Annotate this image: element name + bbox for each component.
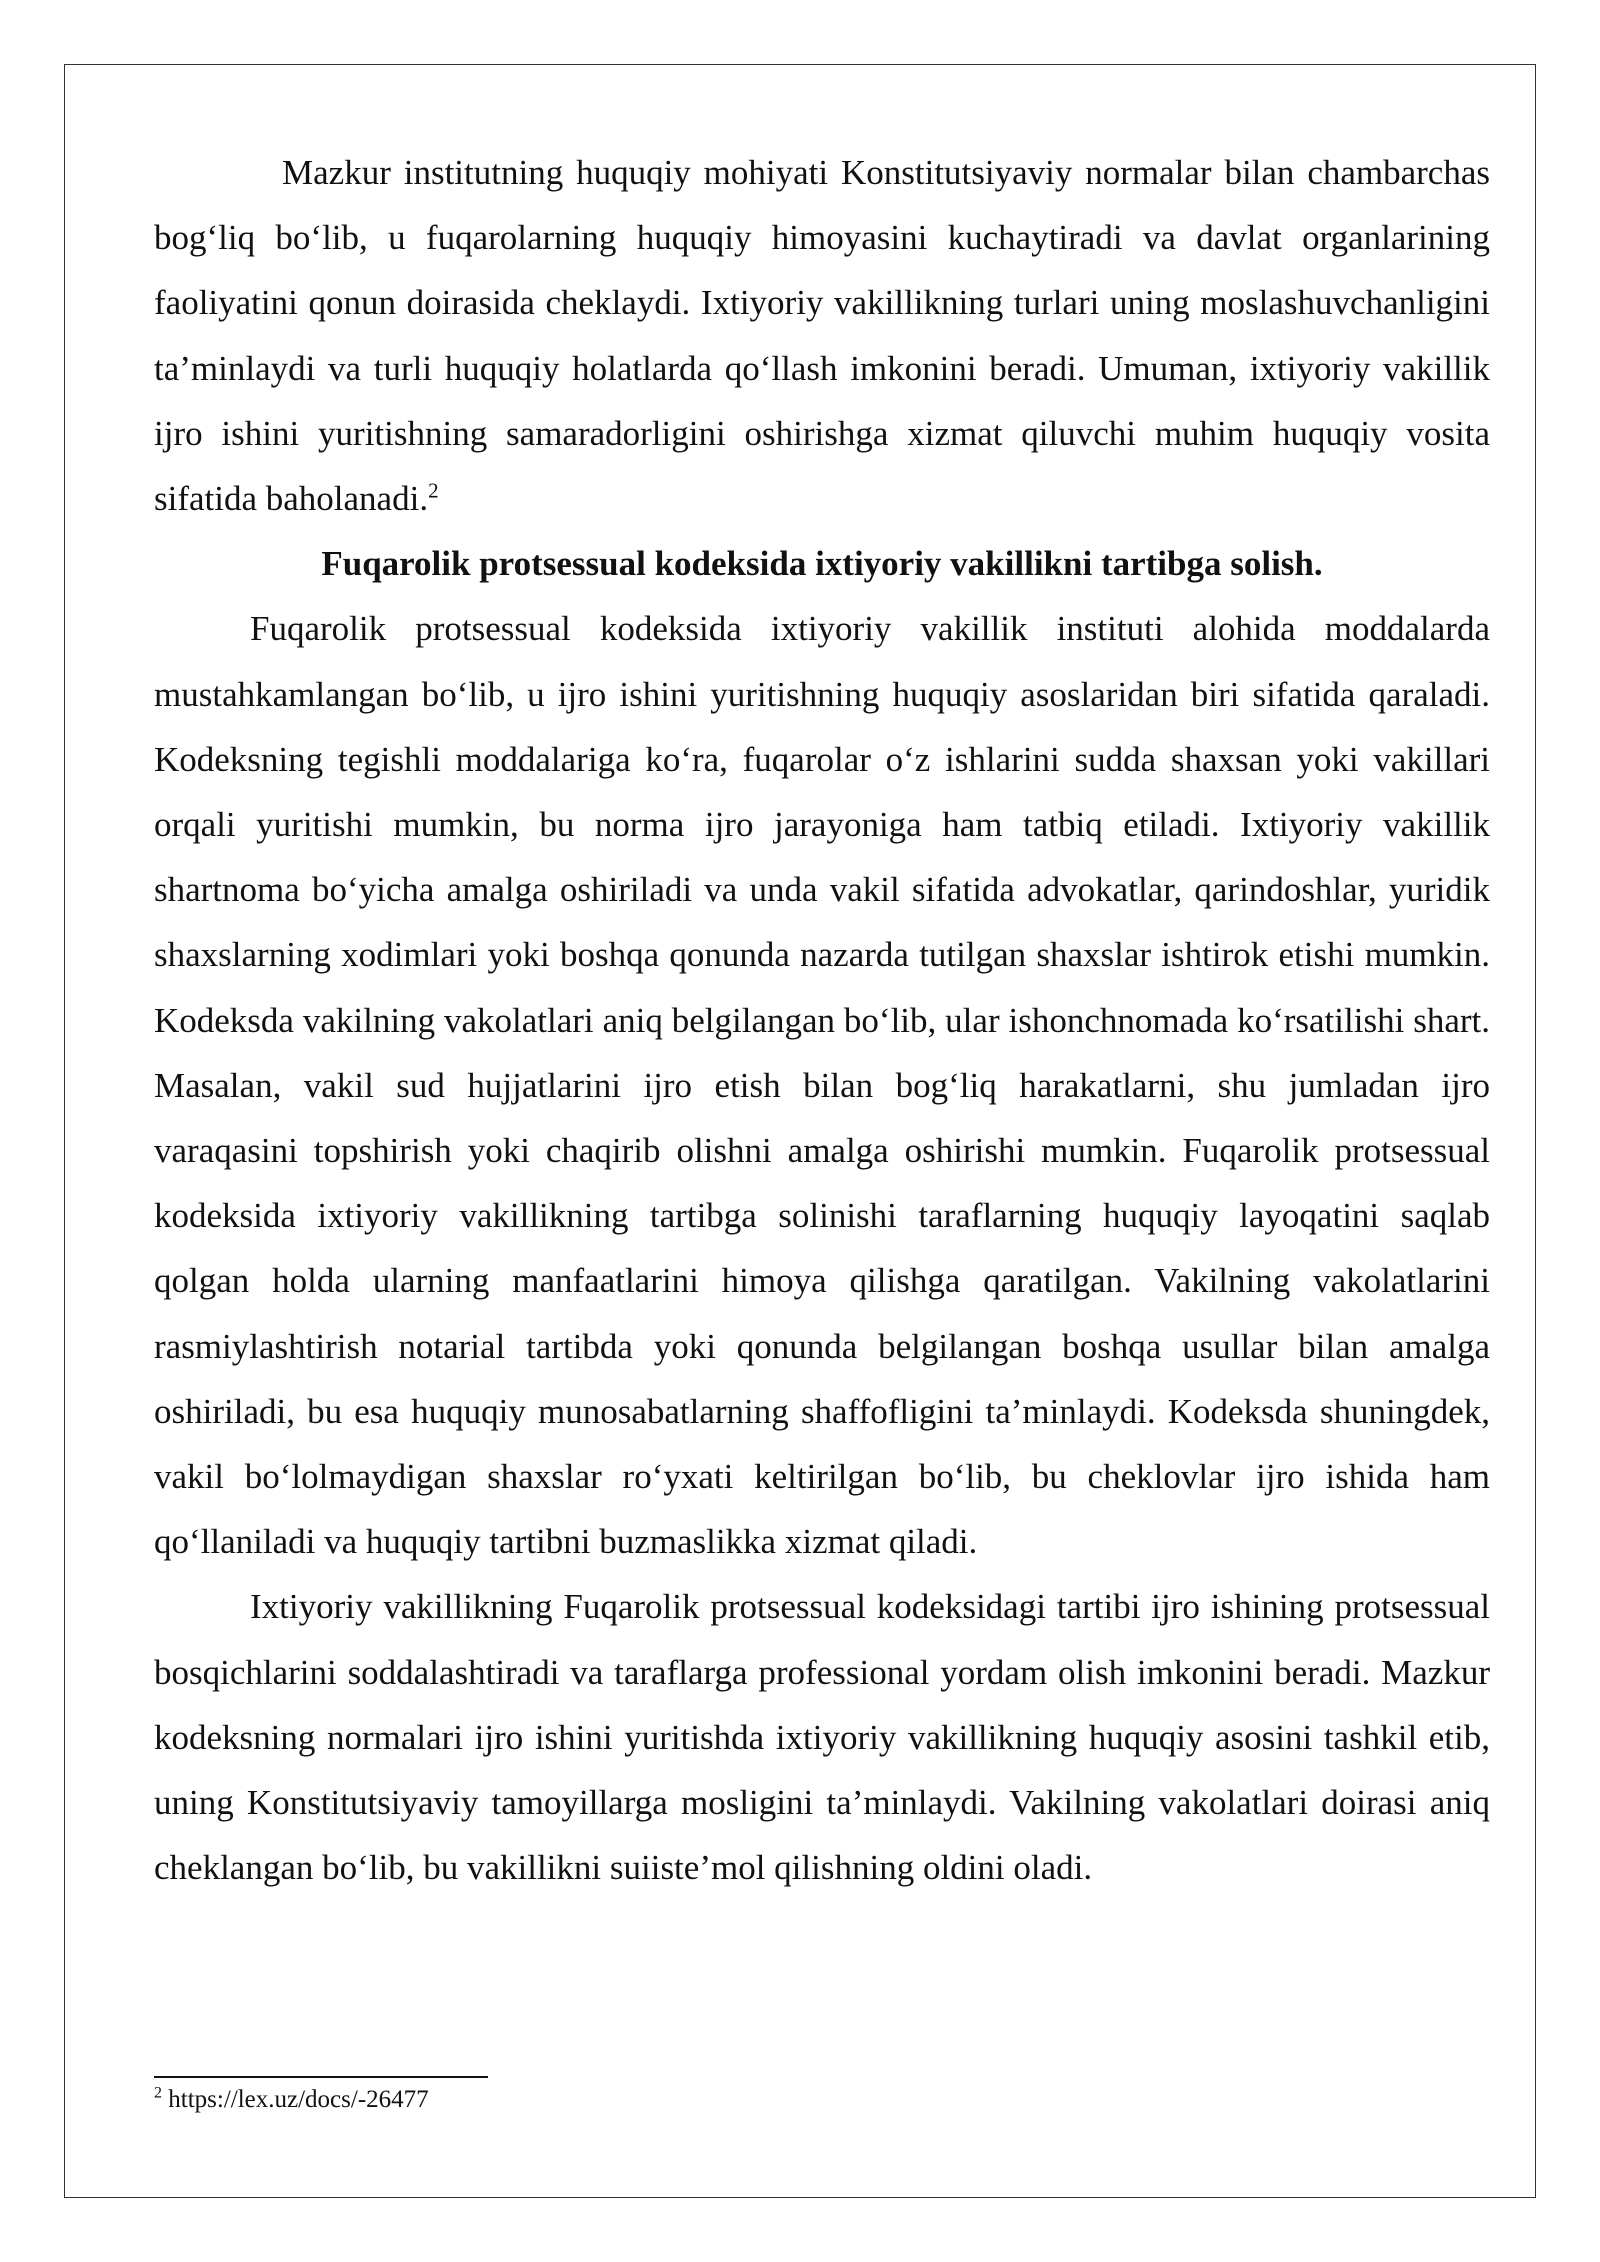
body-paragraph-2: Ixtiyoriy vakillikning Fuqarolik protsessual kodeksidagi tartibi ijro ishining protsessual bosqichlarini soddalashtiradi va taraflarga professional yordam olish imkonini beradi. Mazkur kodeksning normalari ijro ishini yuritishda ixtiyoriy vakillikning huquqiy asosini tashkil etib, uning Konstitutsiyaviy tamoyillarga mosligini ta’minlaydi. Vakilning vakolatlari doirasi aniq cheklangan bo‘lib, bu vakillikni suiiste’mol qilishning oldini oladi.	[154, 1587, 1490, 1888]
intro-paragraph-text: Mazkur institutning huquqiy mohiyati Konstitutsiyaviy normalar bilan chambarchas bog‘liq bo‘lib, u fuqarolarning huquqiy himoyasini kuchaytiradi va davlat organlarining faoliyatini qonun doirasida cheklaydi. Ixtiyoriy vakillikning turlari uning moslashuvchanligini ta’minlaydi va turli huquqiy holatlarda qo‘llash imkonini beradi. Umuman, ixtiyoriy vakillik ijro ishini yuritishning samaradorligini oshirishga xizmat qiluvchi muhim huquqiy vosita sifatida baholanadi.	[154, 153, 1490, 519]
intro-paragraph	[154, 140, 1490, 531]
footnote	[154, 2084, 429, 2116]
footnote-reference[interactable]: 2	[428, 478, 439, 503]
footnote-link[interactable]: https://lex.uz/docs/-26477	[168, 2086, 429, 2113]
footnote-number: 2	[154, 2084, 162, 2102]
page-content	[154, 140, 1490, 1900]
body-paragraph-1: Fuqarolik protsessual kodeksida ixtiyoriy vakillik instituti alohida moddalarda mustahkamlangan bo‘lib, u ijro ishini yuritishning huquqiy asoslaridan biri sifatida qaraladi. Kodeksning tegishli moddalariga ko‘ra, fuqarolar o‘z ishlarini sudda shaxsan yoki vakillari orqali yuritishi mumkin, bu norma ijro jarayoniga ham tatbiq etiladi. Ixtiyoriy vakillik shartnoma bo‘yicha amalga oshiriladi va unda vakil sifatida advokatlar, qarindoshlar, yuridik shaxslarning xodimlari yoki boshqa qonunda nazarda tutilgan shaxslar ishtirok etishi mumkin. Kodeksda vakilning vakolatlari aniq belgilangan bo‘lib, ular ishonchnomada ko‘rsatilishi shart. Masalan, vakil sud hujjatlarini ijro etish bilan bog‘liq harakatlarni, shu jumladan ijro varaqasini topshirish yoki chaqirib olishni amalga oshirishi mumkin. Fuqarolik protsessual kodeksida ixtiyoriy vakillikning tartibga solinishi taraflarning huquqiy layoqatini saqlab qolgan holda ularning manfaatlarini himoya qilishga qaratilgan. Vakilning vakolatlarini rasmiylashtirish notarial tartibda yoki qonunda belgilangan boshqa usullar bilan amalga oshiriladi, bu esa huquqiy munosabatlarning shaffofligini ta’minlaydi. Kodeksda shuningdek, vakil bo‘lolmaydigan shaxslar ro‘yxati keltirilgan bo‘lib, bu cheklovlar ijro ishida ham qo‘llaniladi va huquqiy tartibni buzmaslikka xizmat qiladi.	[154, 609, 1490, 1562]
section-heading: Fuqarolik protsessual kodeksida ixtiyoriy vakillikni tartibga solish.	[321, 544, 1323, 584]
footnote-separator	[154, 2076, 488, 2078]
